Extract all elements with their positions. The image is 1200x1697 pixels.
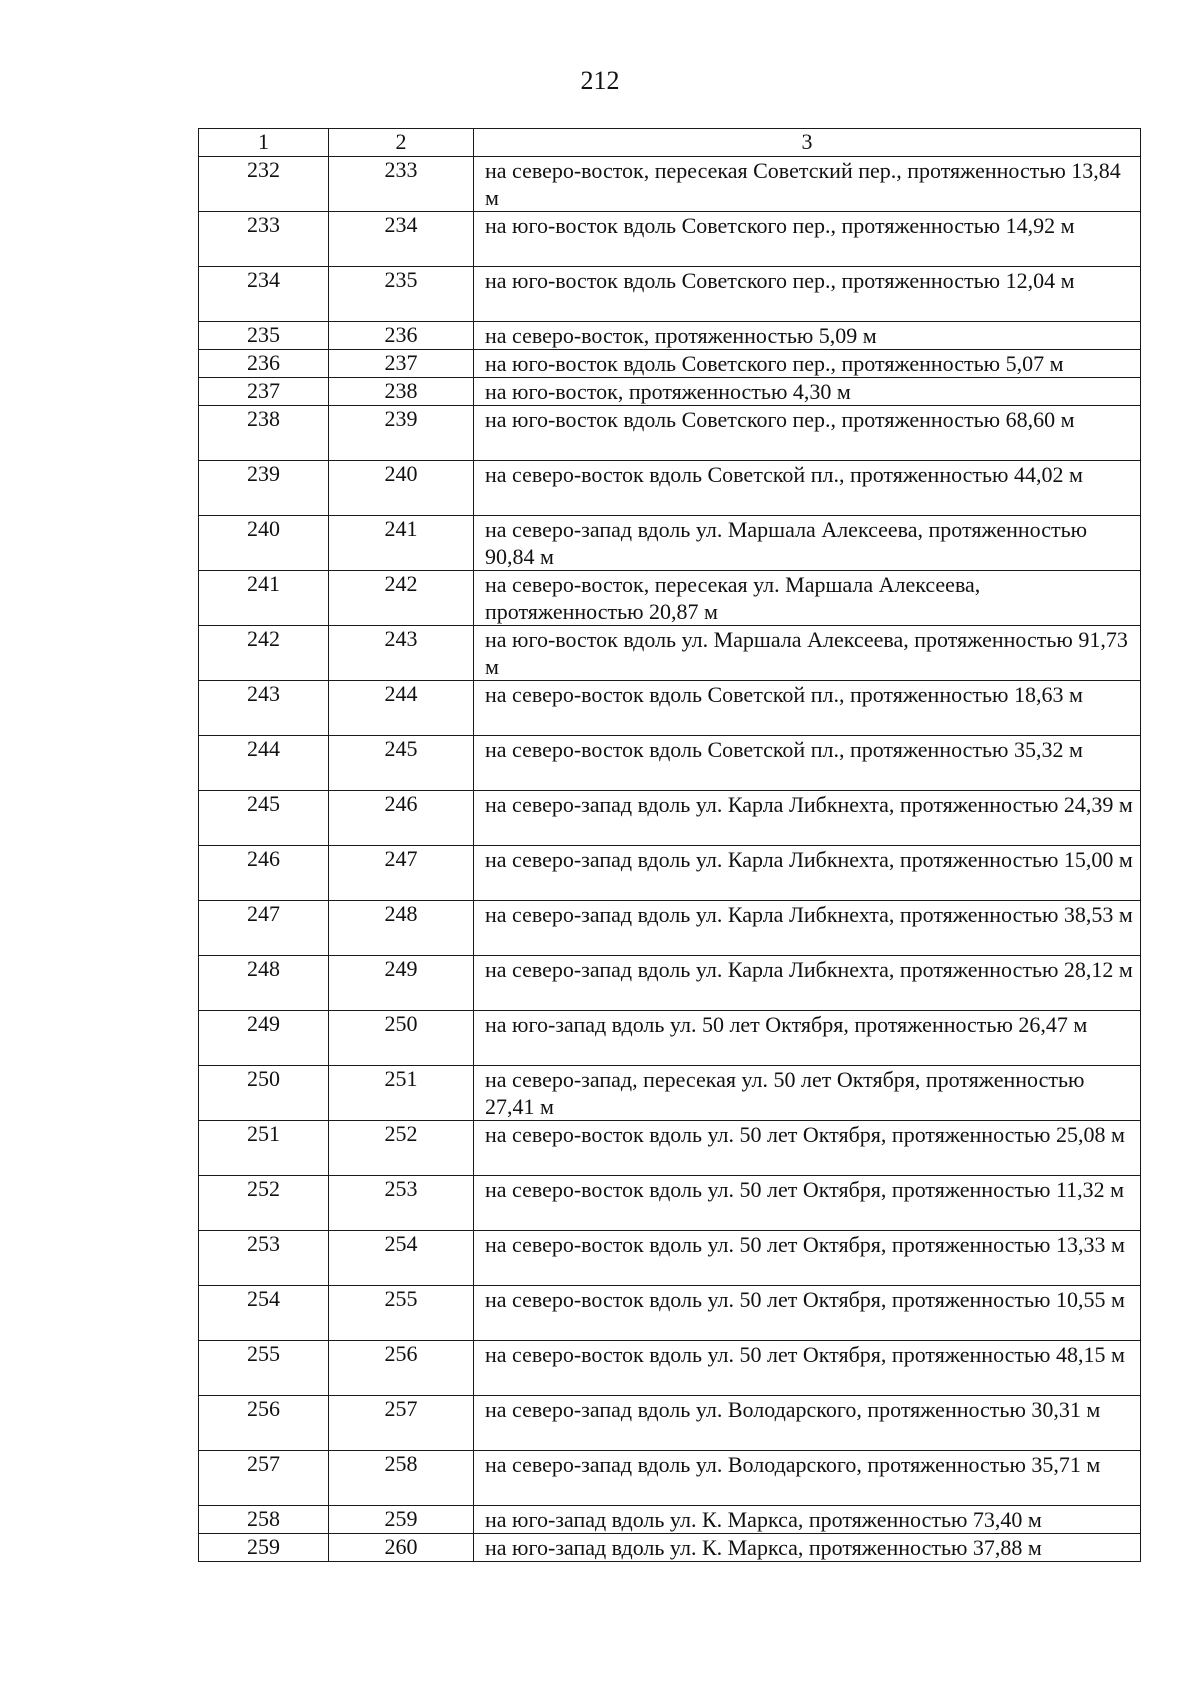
table-row [199, 1451, 1141, 1506]
point-to-cell: 246 [329, 791, 474, 846]
table-row [199, 791, 1141, 846]
table-row [199, 1506, 1141, 1534]
segment-description-cell: на юго-восток вдоль Советского пер., протяженностью 68,60 м [474, 406, 1141, 461]
point-from-cell: 259 [199, 1534, 329, 1562]
point-from-cell: 246 [199, 846, 329, 901]
point-to-cell: 254 [329, 1231, 474, 1286]
segment-description-cell: на северо-запад вдоль ул. Володарского, протяженностью 35,71 м [474, 1451, 1141, 1506]
segment-description-cell: на юго-восток вдоль ул. Маршала Алексеева, протяженностью 91,73 м [474, 626, 1141, 681]
table-row [199, 516, 1141, 571]
point-to-cell: 243 [329, 626, 474, 681]
point-to-cell: 242 [329, 571, 474, 626]
point-from-cell: 255 [199, 1341, 329, 1396]
segment-description-cell: на юго-восток вдоль Советского пер., протяженностью 5,07 м [474, 350, 1141, 378]
point-to-cell: 257 [329, 1396, 474, 1451]
point-to-cell: 251 [329, 1066, 474, 1121]
segment-description-cell: на северо-запад вдоль ул. Карла Либкнехта, протяженностью 15,00 м [474, 846, 1141, 901]
point-from-cell: 242 [199, 626, 329, 681]
table-row [199, 901, 1141, 956]
point-from-cell: 254 [199, 1286, 329, 1341]
segment-description-cell: на северо-запад вдоль ул. Володарского, протяженностью 30,31 м [474, 1396, 1141, 1451]
point-from-cell: 233 [199, 212, 329, 267]
table-row [199, 1176, 1141, 1231]
table-row [199, 1396, 1141, 1451]
point-to-cell: 259 [329, 1506, 474, 1534]
segment-description-cell: на северо-запад вдоль ул. Маршала Алексеева, протяженностью 90,84 м [474, 516, 1141, 571]
column-header-1: 1 [199, 129, 329, 157]
point-to-cell: 239 [329, 406, 474, 461]
point-from-cell: 251 [199, 1121, 329, 1176]
segment-description-cell: на юго-восток вдоль Советского пер., протяженностью 12,04 м [474, 267, 1141, 322]
segment-description-cell: на северо-восток вдоль ул. 50 лет Октября, протяженностью 11,32 м [474, 1176, 1141, 1231]
table-row [199, 846, 1141, 901]
segment-description-cell: на северо-восток вдоль Советской пл., протяженностью 44,02 м [474, 461, 1141, 516]
segment-description-cell: на юго-восток, протяженностью 4,30 м [474, 378, 1141, 406]
point-from-cell: 243 [199, 681, 329, 736]
point-to-cell: 236 [329, 322, 474, 350]
segment-description-cell: на северо-восток вдоль ул. 50 лет Октября, протяженностью 48,15 м [474, 1341, 1141, 1396]
table-row [199, 267, 1141, 322]
point-to-cell: 249 [329, 956, 474, 1011]
table-row [199, 1011, 1141, 1066]
segment-description-cell: на северо-восток, пересекая ул. Маршала Алексеева, протяженностью 20,87 м [474, 571, 1141, 626]
point-to-cell: 234 [329, 212, 474, 267]
point-from-cell: 258 [199, 1506, 329, 1534]
point-to-cell: 244 [329, 681, 474, 736]
point-to-cell: 240 [329, 461, 474, 516]
page-number: 212 [580, 66, 620, 95]
point-from-cell: 236 [199, 350, 329, 378]
table-row [199, 322, 1141, 350]
point-from-cell: 235 [199, 322, 329, 350]
segment-description-cell: на северо-восток вдоль Советской пл., протяженностью 35,32 м [474, 736, 1141, 791]
point-to-cell: 253 [329, 1176, 474, 1231]
point-from-cell: 248 [199, 956, 329, 1011]
column-header-2: 2 [329, 129, 474, 157]
segment-description-cell: на северо-запад вдоль ул. Карла Либкнехта, протяженностью 28,12 м [474, 956, 1141, 1011]
segment-description-cell: на северо-запад, пересекая ул. 50 лет Октября, протяженностью 27,41 м [474, 1066, 1141, 1121]
table-row [199, 1121, 1141, 1176]
point-from-cell: 244 [199, 736, 329, 791]
table-row [199, 157, 1141, 212]
segment-description-cell: на северо-восток, протяженностью 5,09 м [474, 322, 1141, 350]
table-row [199, 212, 1141, 267]
point-to-cell: 248 [329, 901, 474, 956]
point-to-cell: 252 [329, 1121, 474, 1176]
point-from-cell: 234 [199, 267, 329, 322]
point-from-cell: 252 [199, 1176, 329, 1231]
table-row [199, 956, 1141, 1011]
point-to-cell: 245 [329, 736, 474, 791]
point-to-cell: 255 [329, 1286, 474, 1341]
segment-description-cell: на северо-восток вдоль ул. 50 лет Октября, протяженностью 10,55 м [474, 1286, 1141, 1341]
point-from-cell: 249 [199, 1011, 329, 1066]
route-table [198, 128, 1141, 1562]
segment-description-cell: на северо-восток вдоль ул. 50 лет Октября, протяженностью 13,33 м [474, 1231, 1141, 1286]
point-to-cell: 238 [329, 378, 474, 406]
segment-description-cell: на северо-восток, пересекая Советский пер., протяженностью 13,84 м [474, 157, 1141, 212]
table-row [199, 1534, 1141, 1562]
point-to-cell: 235 [329, 267, 474, 322]
point-from-cell: 232 [199, 157, 329, 212]
table-row [199, 406, 1141, 461]
segment-description-cell: на юго-запад вдоль ул. К. Маркса, протяженностью 37,88 м [474, 1534, 1141, 1562]
point-from-cell: 240 [199, 516, 329, 571]
point-to-cell: 237 [329, 350, 474, 378]
point-to-cell: 258 [329, 1451, 474, 1506]
point-from-cell: 245 [199, 791, 329, 846]
point-from-cell: 250 [199, 1066, 329, 1121]
segment-description-cell: на северо-запад вдоль ул. Карла Либкнехта, протяженностью 38,53 м [474, 901, 1141, 956]
point-from-cell: 257 [199, 1451, 329, 1506]
table-row [199, 681, 1141, 736]
point-from-cell: 239 [199, 461, 329, 516]
segment-description-cell: на юго-запад вдоль ул. К. Маркса, протяженностью 73,40 м [474, 1506, 1141, 1534]
point-from-cell: 237 [199, 378, 329, 406]
table-row [199, 736, 1141, 791]
segment-description-cell: на северо-восток вдоль Советской пл., протяженностью 18,63 м [474, 681, 1141, 736]
point-to-cell: 233 [329, 157, 474, 212]
column-header-3: 3 [474, 129, 1141, 157]
segment-description-cell: на северо-запад вдоль ул. Карла Либкнехта, протяженностью 24,39 м [474, 791, 1141, 846]
table-row [199, 461, 1141, 516]
point-from-cell: 253 [199, 1231, 329, 1286]
point-to-cell: 247 [329, 846, 474, 901]
table-row [199, 378, 1141, 406]
table-row [199, 1341, 1141, 1396]
table-row [199, 350, 1141, 378]
point-to-cell: 250 [329, 1011, 474, 1066]
point-to-cell: 256 [329, 1341, 474, 1396]
point-from-cell: 238 [199, 406, 329, 461]
segment-description-cell: на северо-восток вдоль ул. 50 лет Октября, протяженностью 25,08 м [474, 1121, 1141, 1176]
header-row [199, 129, 1141, 157]
table-row [199, 1286, 1141, 1341]
table-row [199, 571, 1141, 626]
table-row [199, 626, 1141, 681]
table-row [199, 1066, 1141, 1121]
point-from-cell: 247 [199, 901, 329, 956]
point-from-cell: 241 [199, 571, 329, 626]
point-from-cell: 256 [199, 1396, 329, 1451]
segment-description-cell: на юго-запад вдоль ул. 50 лет Октября, протяженностью 26,47 м [474, 1011, 1141, 1066]
route-table-body [199, 157, 1141, 1562]
table-row [199, 1231, 1141, 1286]
segment-description-cell: на юго-восток вдоль Советского пер., протяженностью 14,92 м [474, 212, 1141, 267]
point-to-cell: 260 [329, 1534, 474, 1562]
point-to-cell: 241 [329, 516, 474, 571]
